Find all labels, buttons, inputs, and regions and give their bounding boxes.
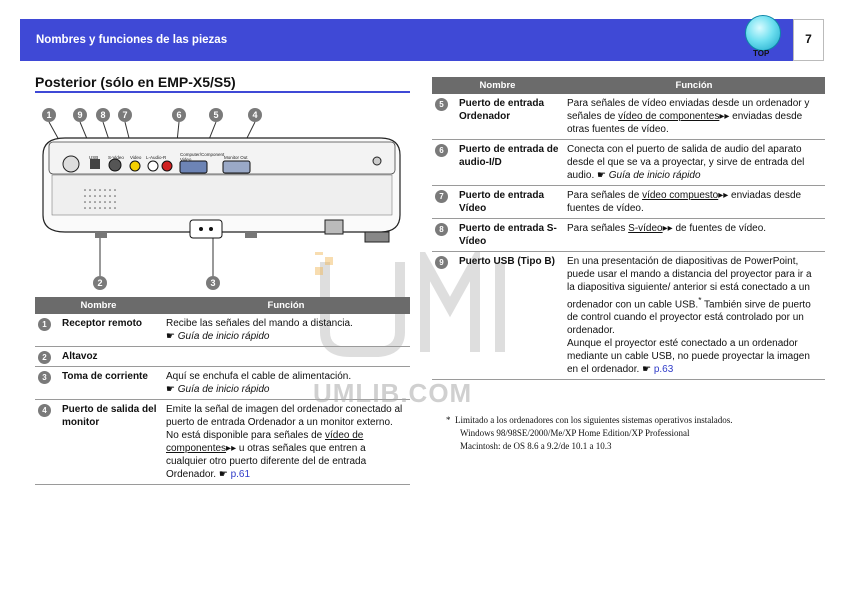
part-function (162, 314, 410, 347)
part-function (563, 186, 825, 219)
glossary-link[interactable]: vídeo de componentes (166, 430, 364, 454)
link-arrow-icon: ▸▸ (662, 223, 673, 234)
table-row (35, 347, 410, 367)
pointing-hand-icon: ☛ (642, 364, 652, 376)
callout-7: 7 (118, 108, 132, 122)
link-arrow-icon: ▸▸ (719, 111, 730, 122)
part-name: Puerto de entrada Ordenador (455, 94, 563, 140)
function-text: En una presentación de diapositivas de PowerPoint, puede usar el mando a distancia del proyector para ir a la diapositiva siguiente/ anterior si está conectado a un ordenador con un cable USB. (567, 256, 812, 311)
part-function (162, 347, 410, 367)
glossary-link[interactable]: vídeo de componentes (618, 111, 720, 122)
function-text: Para señales de (567, 190, 643, 201)
part-name: Puerto de entrada de audio-I/D (455, 140, 563, 186)
callout-9: 9 (73, 108, 87, 122)
part-function (162, 400, 410, 485)
part-function (563, 94, 825, 140)
table-header-row (432, 77, 825, 94)
port-label-monitor-out: Monitor Out (224, 155, 248, 160)
link-arrow-icon: ▸▸ (226, 443, 237, 454)
section-rule (35, 91, 410, 93)
link-arrow-icon: ▸▸ (718, 190, 729, 201)
port-label-usb: USB (89, 155, 99, 160)
table-row (35, 400, 410, 485)
callout-2: 2 (93, 276, 107, 290)
table-row (432, 186, 825, 219)
callout-6: 6 (172, 108, 186, 122)
guide-reference: Guía de inicio rápido (177, 331, 270, 342)
part-function (563, 252, 825, 380)
table-row (432, 252, 825, 380)
port-label-computer: Computer/Component Video (180, 152, 225, 162)
port-label-video: Video (130, 155, 142, 160)
row-number-badge: 8 (435, 223, 448, 236)
table-row (432, 140, 825, 186)
right-parts-table (432, 77, 825, 380)
header-title: Nombres y funciones de las piezas (36, 34, 228, 46)
row-number-badge: 7 (435, 190, 448, 203)
function-text: Conecta con el puerto de salida de audio del aparato desde el que se va a proyectar, y sirve de entrada del audio. (567, 144, 805, 181)
row-number-badge: 3 (38, 371, 51, 384)
top-button-icon[interactable] (745, 15, 781, 51)
part-function (563, 140, 825, 186)
pointing-hand-icon: ☛ (166, 331, 175, 342)
column-header-function: Función (563, 77, 825, 94)
guide-reference: Guía de inicio rápido (608, 170, 701, 181)
table-row (35, 314, 410, 347)
footnote-marker: * (698, 295, 702, 305)
callout-5: 5 (209, 108, 223, 122)
row-number-badge: 2 (38, 351, 51, 364)
function-text: Emite la señal de imagen del ordenador conectado al puerto de entrada Ordenador a un monitor externo. No está disponible para señales de (166, 404, 403, 441)
function-text: También sirve de puerto de control cuando el proyector está controlado por un ordenador. (567, 299, 811, 337)
row-number-badge: 9 (435, 256, 448, 269)
function-text: Recibe las señales del mando a distancia. (166, 318, 353, 329)
row-number-badge: 4 (38, 404, 51, 417)
port-label-audio: L-Audio-R (146, 155, 167, 160)
function-text: enviadas desde otras fuentes de vídeo. (567, 111, 803, 135)
port-label-svideo: S-Video (108, 155, 124, 160)
footnote-line-3: Macintosh: de OS 8.6 a 9.2/de 10.1 a 10.3 (460, 441, 612, 451)
part-function (563, 219, 825, 252)
pointing-hand-icon: ☛ (597, 170, 606, 181)
glossary-link[interactable]: vídeo compuesto (642, 190, 719, 201)
callout-8: 8 (96, 108, 110, 122)
part-name: Receptor remoto (58, 314, 162, 347)
pointing-hand-icon: ☛ (166, 384, 175, 395)
function-text: u otras señales que entren a cualquier otro puerto diferente del de entrada Ordenador. (166, 443, 367, 480)
table-row (432, 219, 825, 252)
function-text: Aunque el proyector esté conectado a un ordenador mediante un cable USB, no puede proyectar la imagen en el ordenador. (567, 338, 810, 376)
page-link[interactable]: p.61 (230, 469, 251, 480)
callout-1: 1 (42, 108, 56, 122)
pointing-hand-icon: ☛ (218, 469, 228, 480)
part-name: Puerto USB (Tipo B) (455, 252, 563, 380)
page-number: 7 (805, 32, 812, 46)
column-header-function: Función (162, 297, 410, 314)
projector-rear-diagram (35, 100, 410, 292)
glossary-link[interactable]: S-vídeo (628, 223, 663, 234)
row-number-badge: 5 (435, 98, 448, 111)
function-text: Aquí se enchufa el cable de alimentación. (166, 371, 352, 382)
part-name: Altavoz (58, 347, 162, 367)
section-title: Posterior (sólo en EMP-X5/S5) (35, 74, 236, 90)
row-number-badge: 6 (435, 144, 448, 157)
top-button-label[interactable]: TOP (753, 49, 770, 58)
page-link[interactable]: p.63 (653, 364, 674, 376)
footnote-line-2: Windows 98/98SE/2000/Me/XP Home Edition/XP Professional (460, 428, 690, 438)
footnote-line-1: Limitado a los ordenadores con los siguientes sistemas operativos instalados. (455, 415, 733, 425)
footnote (446, 414, 826, 453)
footnote-marker: * (446, 415, 451, 425)
part-name: Puerto de entrada S-Vídeo (455, 219, 563, 252)
function-text: de fuentes de vídeo. (672, 223, 767, 234)
watermark-text: UMLIB.COM (313, 378, 473, 408)
part-name: Puerto de entrada Vídeo (455, 186, 563, 219)
part-name: Puerto de salida del monitor (58, 400, 162, 485)
function-text: enviadas desde fuentes de vídeo. (567, 190, 802, 214)
row-number-badge: 1 (38, 318, 51, 331)
column-header-name: Nombre (432, 77, 563, 94)
table-header-row (35, 297, 410, 314)
callout-3: 3 (206, 276, 220, 290)
function-text: Para señales de vídeo enviadas desde un ordenador y señales de (567, 98, 810, 122)
column-header-name: Nombre (35, 297, 162, 314)
function-text: Para señales (567, 223, 629, 234)
part-name: Toma de corriente (58, 367, 162, 400)
callout-4: 4 (248, 108, 262, 122)
table-row (432, 94, 825, 140)
guide-reference: Guía de inicio rápido (177, 384, 270, 395)
